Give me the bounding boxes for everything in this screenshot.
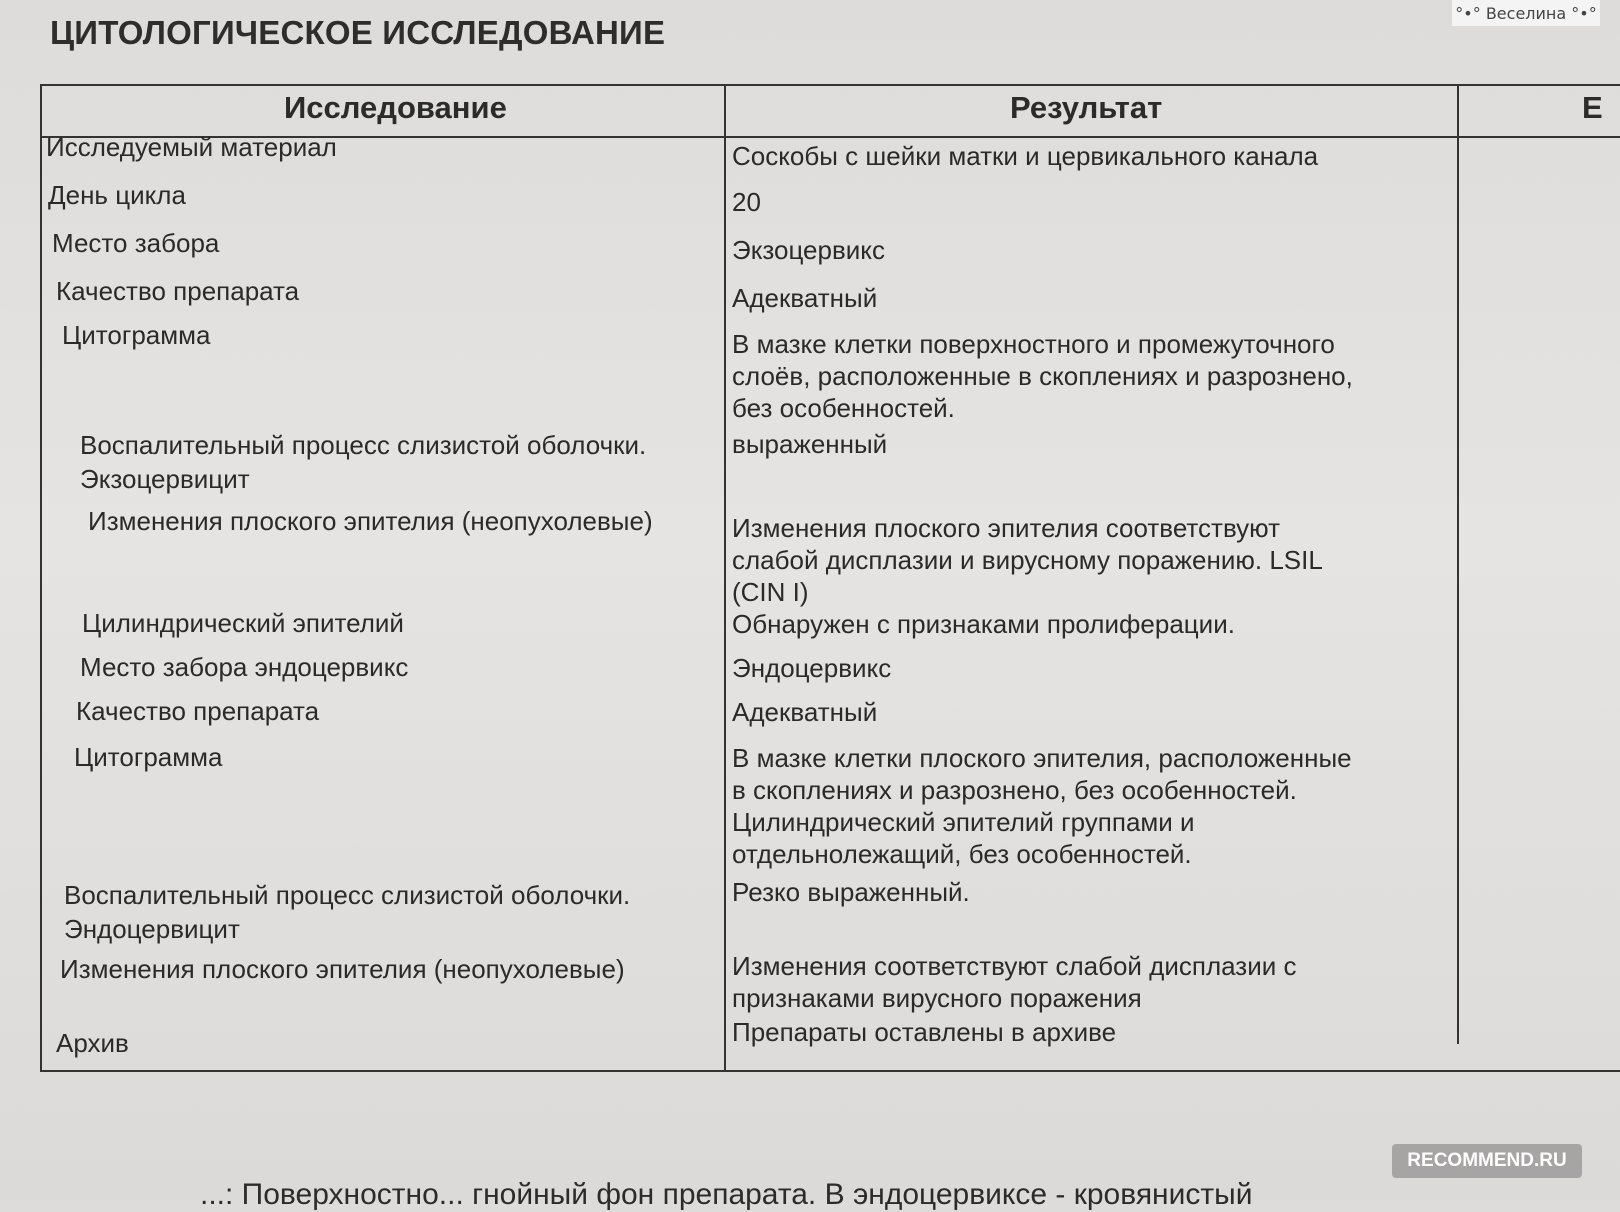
- row-value: Резко выраженный.: [732, 877, 970, 907]
- row-value: Эндоцервикс: [732, 653, 892, 683]
- header-units: Е: [1582, 90, 1603, 125]
- results-table: [40, 84, 1620, 1072]
- row-name: День цикла: [48, 180, 186, 210]
- row-value: Адекватный: [732, 697, 878, 727]
- row-name: Качество препарата: [56, 276, 300, 306]
- row-name: Цилиндрический эпителий: [82, 608, 404, 638]
- column-divider: [724, 86, 726, 1070]
- row-name: Место забора эндоцервикс: [80, 652, 409, 682]
- row-name: Место забора: [52, 228, 220, 258]
- row-value: Адекватный: [732, 283, 878, 313]
- row-name: Архив: [56, 1028, 129, 1058]
- row-value: Обнаружен с признаками пролиферации.: [732, 609, 1235, 639]
- row-name: Изменения плоского эпителия (неопухолевые): [60, 954, 625, 984]
- row-value: 20: [732, 187, 761, 217]
- conclusion-text-cutoff: ...: Поверхностно... гнойный фон препарата. В эндоцервиксе - кровянистый: [200, 1178, 1253, 1211]
- row-name: Исследуемый материал: [46, 132, 337, 162]
- row-value: Изменения соответствуют слабой дисплазии с признаками вирусного поражения: [732, 951, 1297, 1013]
- row-name: Воспалительный процесс слизистой оболочки. Эндоцервицит: [64, 880, 631, 944]
- row-name: Цитограмма: [62, 320, 211, 350]
- row-name: Воспалительный процесс слизистой оболочки. Экзоцервицит: [80, 430, 647, 494]
- author-watermark: °•° Веселина °•°: [1452, 0, 1600, 26]
- row-value: Препараты оставлены в архиве: [732, 1017, 1117, 1047]
- header-result: Результат: [1010, 90, 1163, 125]
- row-value: Соскобы с шейки матки и цервикального канала: [732, 141, 1319, 171]
- row-value: В мазке клетки плоского эпителия, расположенные в скоплениях и разрознено, без особенностей. Цилиндрический эпителий группами и отдельнолежащий, без особенностей.: [732, 743, 1352, 869]
- site-watermark: RECOMMEND.RU: [1392, 1144, 1582, 1178]
- column-divider: [1457, 86, 1459, 1044]
- row-name: Качество препарата: [76, 696, 320, 726]
- row-value: В мазке клетки поверхностного и промежуточного слоёв, расположенные в скоплениях и разрознено, без особенностей.: [732, 329, 1353, 423]
- header-study: Исследование: [284, 90, 507, 125]
- row-name: Цитограмма: [74, 742, 223, 772]
- row-name: Изменения плоского эпителия (неопухолевые): [88, 506, 653, 536]
- row-value: Изменения плоского эпителия соответствуют слабой дисплазии и вирусному поражению. LSIL (CIN I): [732, 513, 1323, 607]
- page-title: ЦИТОЛОГИЧЕСКОЕ ИССЛЕДОВАНИЕ: [50, 14, 666, 51]
- row-value: выраженный: [732, 429, 888, 459]
- row-value: Экзоцервикс: [732, 235, 885, 265]
